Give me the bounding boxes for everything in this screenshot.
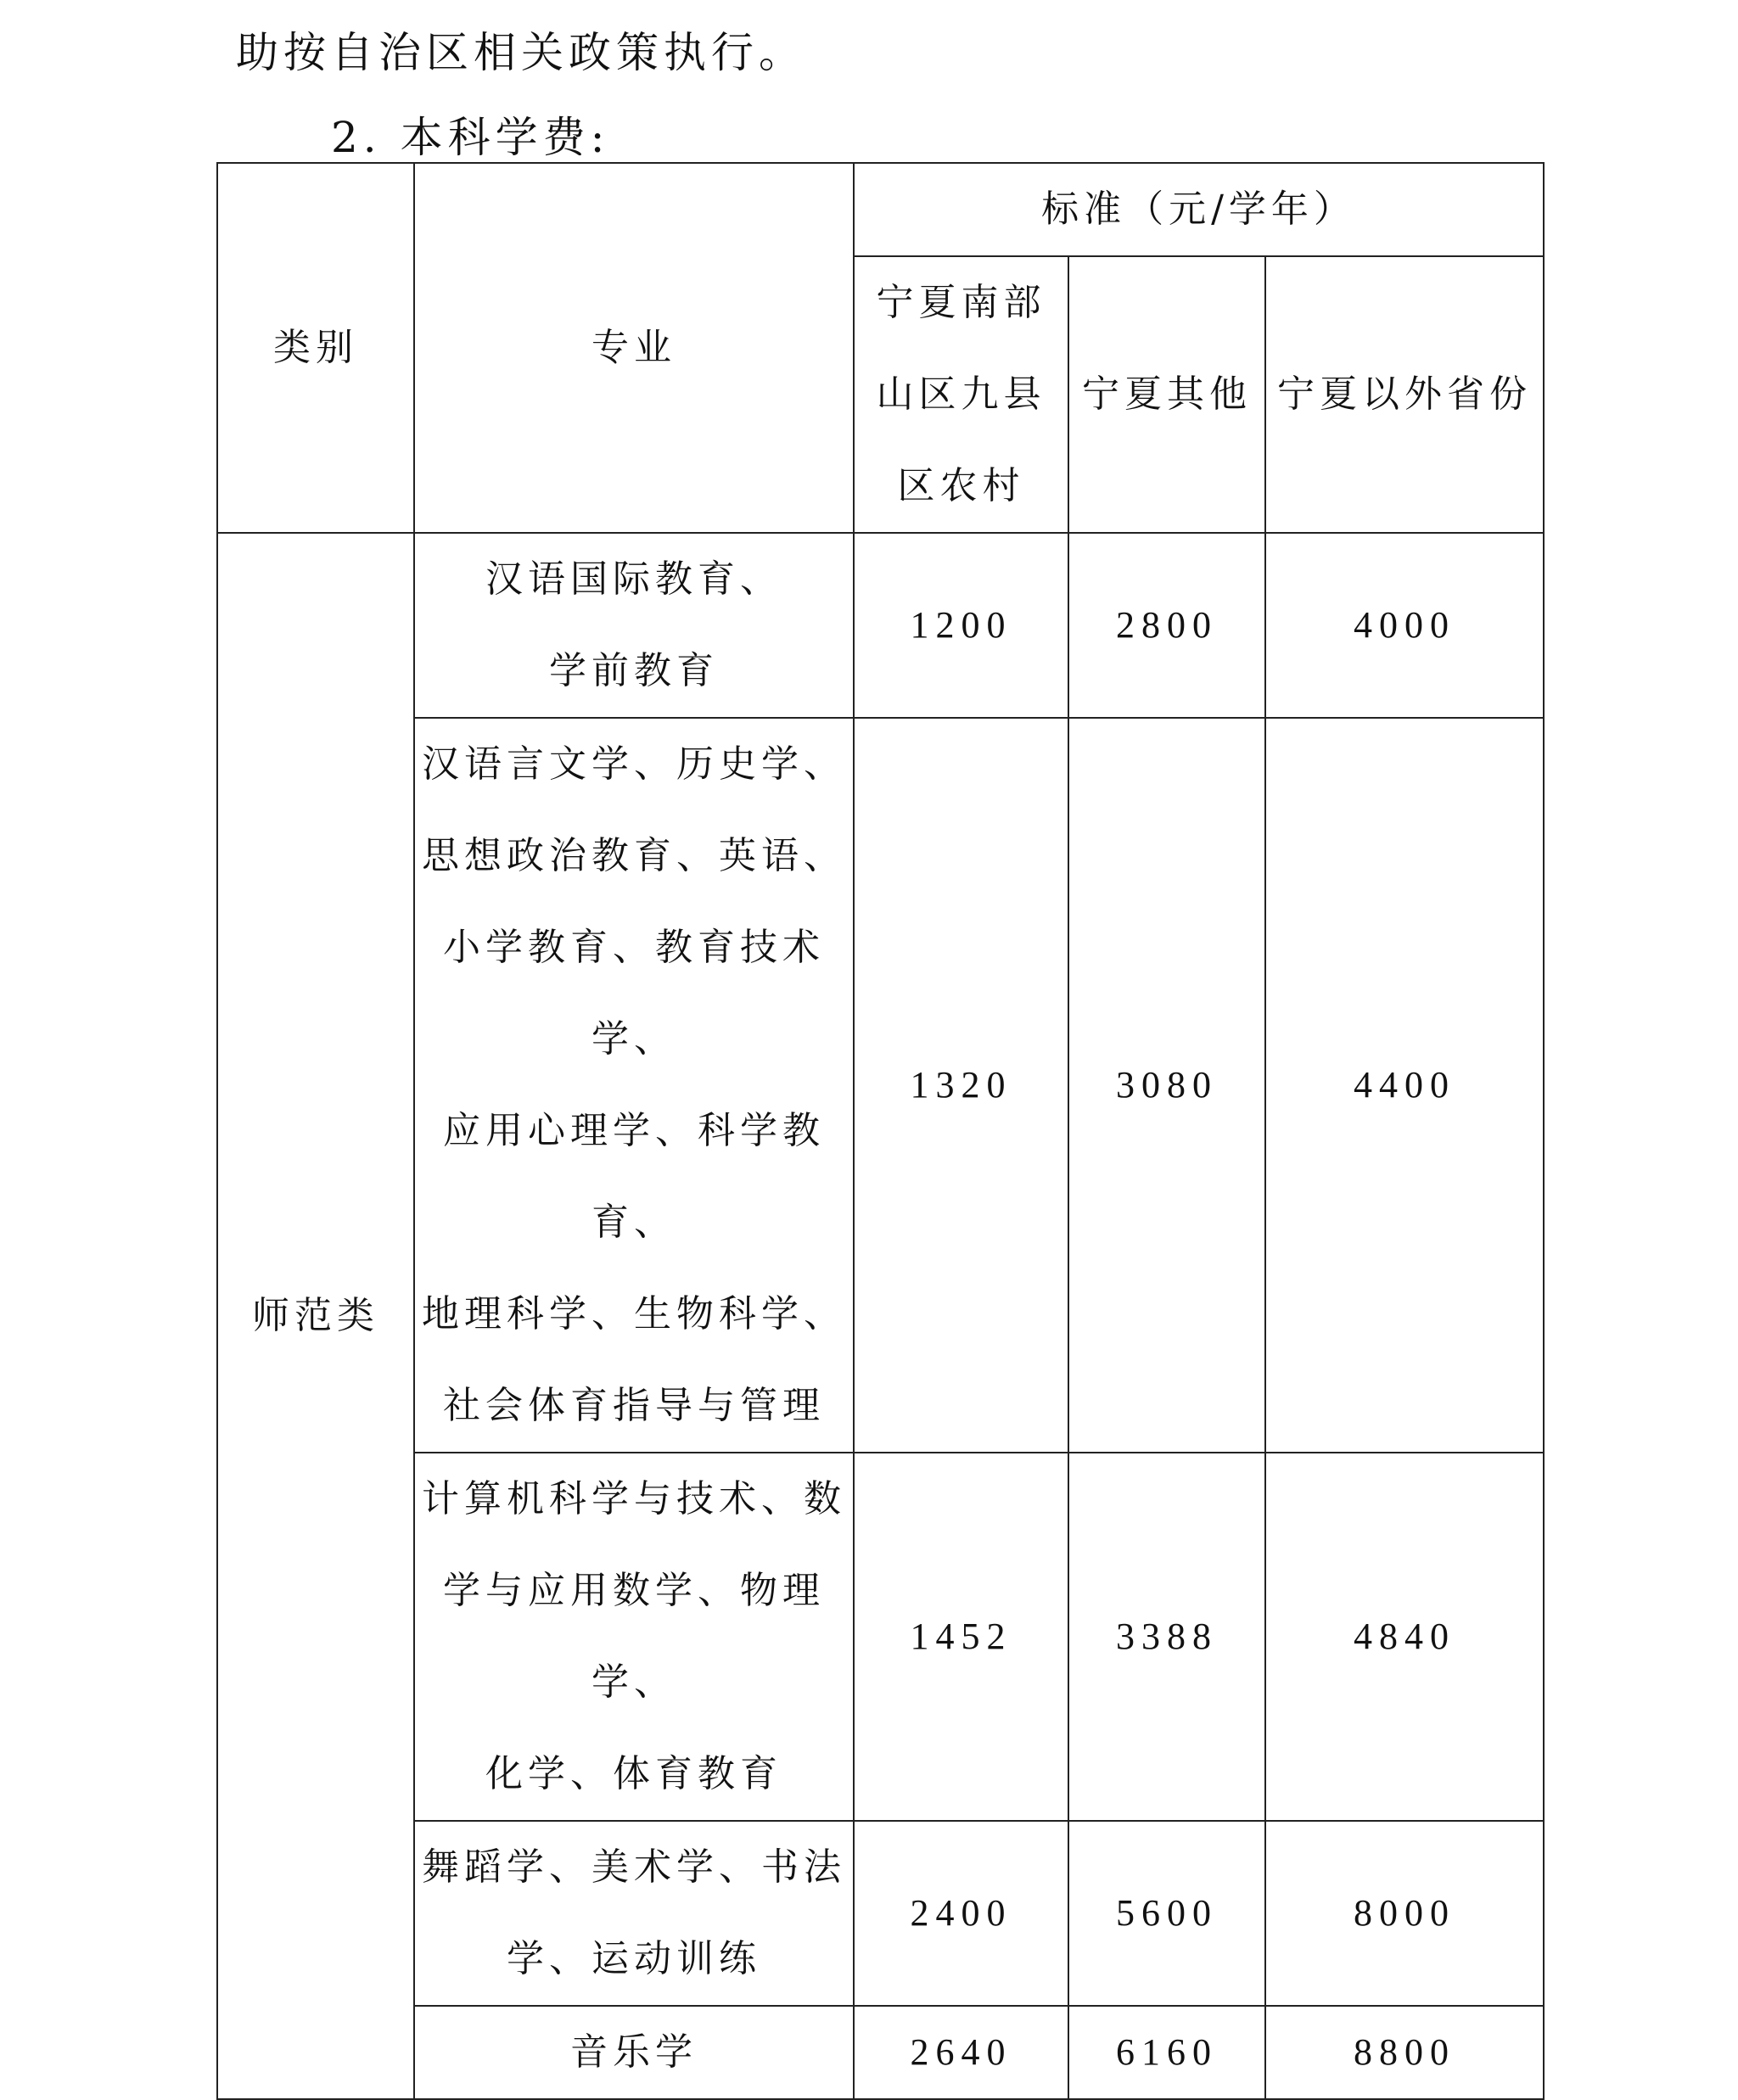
header-category: 类别 bbox=[217, 163, 414, 533]
header-line: 山区九县 bbox=[876, 372, 1046, 416]
header-south-rural bbox=[854, 256, 1068, 533]
major-cell bbox=[414, 2006, 854, 2099]
header-line: 区农村 bbox=[897, 464, 1025, 507]
header-major: 专业 bbox=[414, 163, 854, 533]
table-row bbox=[217, 1821, 1544, 2006]
preceding-paragraph-line: 助按自治区相关政策执行。 bbox=[236, 28, 806, 77]
tuition-fee-table bbox=[216, 162, 1545, 2100]
major-line: 小学教育、教育技术学、 bbox=[443, 926, 825, 1061]
major-line: 音乐学 bbox=[570, 2030, 698, 2074]
major-cell bbox=[414, 1453, 854, 1821]
fee-outside: 4000 bbox=[1265, 533, 1544, 718]
fee-south-rural: 1200 bbox=[854, 533, 1068, 718]
fee-ningxia-other: 3080 bbox=[1068, 718, 1265, 1453]
fee-outside: 4840 bbox=[1265, 1453, 1544, 1821]
fee-outside: 8800 bbox=[1265, 2006, 1544, 2099]
table-row bbox=[217, 533, 1544, 718]
header-ningxia-other bbox=[1068, 256, 1265, 533]
major-line: 汉语言文学、历史学、 bbox=[422, 742, 846, 786]
header-line: 宁夏南部 bbox=[876, 281, 1046, 324]
major-line: 舞蹈学、美术学、书法 bbox=[422, 1845, 846, 1889]
fee-ningxia-other: 6160 bbox=[1068, 2006, 1265, 2099]
major-line: 学前教育 bbox=[549, 649, 719, 692]
table-row bbox=[217, 718, 1544, 1453]
major-line: 化学、体育教育 bbox=[485, 1752, 782, 1795]
major-cell bbox=[414, 533, 854, 718]
major-cell bbox=[414, 718, 854, 1453]
fee-outside: 8000 bbox=[1265, 1821, 1544, 2006]
header-line: 宁夏其他 bbox=[1082, 372, 1252, 416]
section-heading: 2. 本科学费: bbox=[331, 113, 610, 162]
fee-ningxia-other: 5600 bbox=[1068, 1821, 1265, 2006]
header-outside-provinces bbox=[1265, 256, 1544, 533]
table-row bbox=[217, 1453, 1544, 1821]
header-line: 宁夏以外省份 bbox=[1277, 372, 1533, 416]
fee-south-rural: 1320 bbox=[854, 718, 1068, 1453]
fee-south-rural: 2400 bbox=[854, 1821, 1068, 2006]
major-line: 学、运动训练 bbox=[507, 1937, 761, 1980]
major-line: 思想政治教育、英语、 bbox=[422, 834, 846, 877]
major-line: 地理科学、生物科学、 bbox=[422, 1292, 846, 1336]
fee-south-rural: 2640 bbox=[854, 2006, 1068, 2099]
fee-outside: 4400 bbox=[1265, 718, 1544, 1453]
fee-ningxia-other: 2800 bbox=[1068, 533, 1265, 718]
major-cell bbox=[414, 1821, 854, 2006]
major-line: 汉语国际教育、 bbox=[485, 557, 782, 601]
major-line: 社会体育指导与管理 bbox=[443, 1384, 825, 1427]
table-row bbox=[217, 2006, 1544, 2099]
major-line: 计算机科学与技术、数 bbox=[422, 1477, 846, 1520]
major-line: 学与应用数学、物理学、 bbox=[443, 1569, 825, 1704]
fee-ningxia-other: 3388 bbox=[1068, 1453, 1265, 1821]
header-standard: 标准（元/学年） bbox=[854, 163, 1544, 256]
major-line: 应用心理学、科学教育、 bbox=[443, 1109, 825, 1244]
fee-south-rural: 1452 bbox=[854, 1453, 1068, 1821]
category-cell: 师范类 bbox=[217, 533, 414, 2099]
